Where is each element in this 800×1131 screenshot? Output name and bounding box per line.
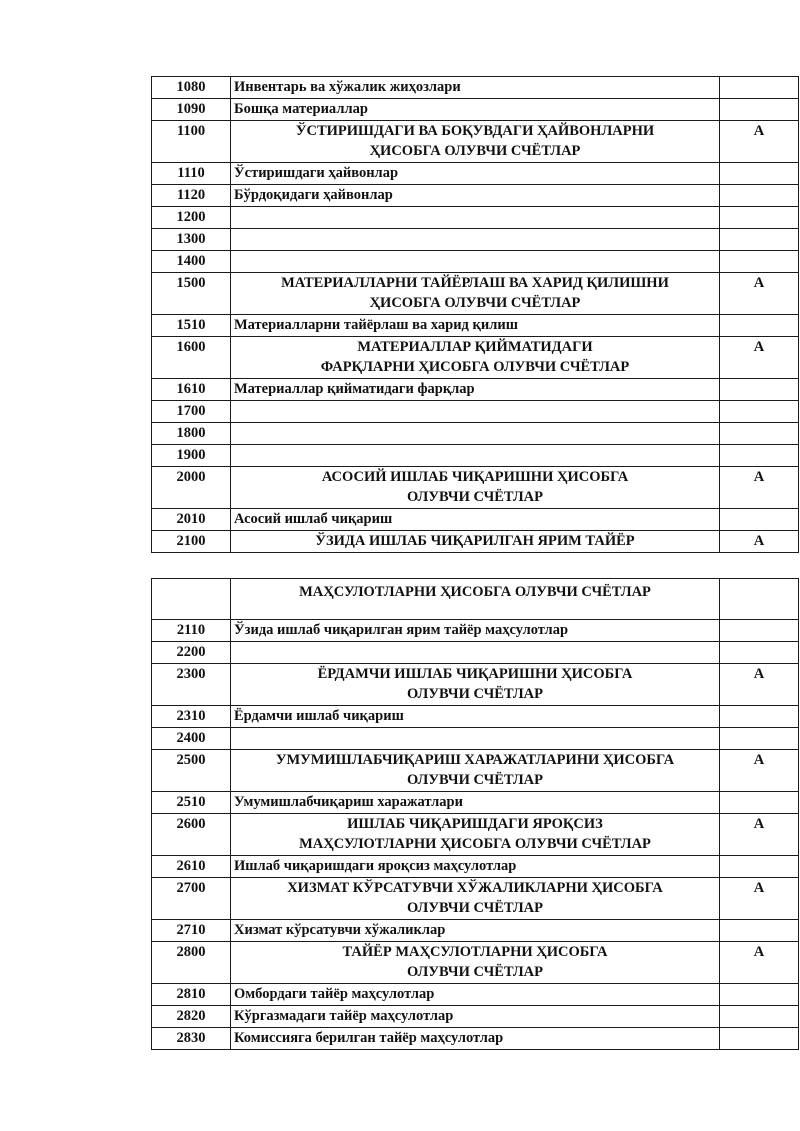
account-code: 2010 — [152, 509, 231, 531]
account-name — [231, 401, 720, 423]
account-name: Умумишлабчиқариш харажатлари — [231, 792, 720, 814]
section-header-row — [152, 942, 799, 984]
account-code: 1400 — [152, 251, 231, 273]
account-type — [720, 401, 799, 423]
account-code: 2110 — [152, 620, 231, 642]
account-code: 2600 — [152, 814, 231, 856]
section-title — [231, 750, 720, 792]
account-row — [152, 706, 799, 728]
section-title-line: ОЛУВЧИ СЧЁТЛАР — [406, 900, 543, 916]
account-type — [720, 579, 799, 620]
section-title — [231, 121, 720, 163]
section-title — [231, 942, 720, 984]
account-type — [720, 920, 799, 942]
account-code: 1610 — [152, 379, 231, 401]
account-type — [720, 1028, 799, 1050]
account-row — [152, 1028, 799, 1050]
account-code: 1510 — [152, 315, 231, 337]
account-type: А — [720, 750, 799, 792]
account-type — [720, 509, 799, 531]
account-name: Асосий ишлаб чиқариш — [231, 509, 720, 531]
account-row — [152, 185, 799, 207]
account-code: 1080 — [152, 77, 231, 99]
section-header-row — [152, 531, 799, 553]
section-title — [231, 273, 720, 315]
account-code: 2400 — [152, 728, 231, 750]
section-title — [231, 664, 720, 706]
account-code: 2300 — [152, 664, 231, 706]
account-row — [152, 207, 799, 229]
account-row — [152, 1006, 799, 1028]
account-code: 1900 — [152, 445, 231, 467]
account-row — [152, 984, 799, 1006]
account-name: Ишлаб чиқаришдаги яроқсиз маҳсулотлар — [231, 856, 720, 878]
account-row — [152, 642, 799, 664]
section-title-line: ХИЗМАТ КЎРСАТУВЧИ ХЎЖАЛИКЛАРНИ ҲИСОБГА — [287, 880, 663, 896]
section-title-line: МАҲСУЛОТЛАРНИ ҲИСОБГА ОЛУВЧИ СЧЁТЛАР — [299, 584, 651, 600]
account-type — [720, 99, 799, 121]
account-name: Инвентарь ва хўжалик жиҳозлари — [231, 77, 720, 99]
account-code: 1110 — [152, 163, 231, 185]
accounts-table-upper — [151, 76, 799, 553]
account-code: 1120 — [152, 185, 231, 207]
section-header-row — [152, 121, 799, 163]
account-type — [720, 445, 799, 467]
account-name: Омбордаги тайёр маҳсулотлар — [231, 984, 720, 1006]
account-name — [231, 229, 720, 251]
section-title-line: ҲИСОБГА ОЛУВЧИ СЧЁТЛАР — [369, 143, 581, 159]
section-title-line: ОЛУВЧИ СЧЁТЛАР — [406, 489, 543, 505]
section-title — [231, 579, 720, 620]
account-type — [720, 229, 799, 251]
section-title — [231, 814, 720, 856]
account-row — [152, 379, 799, 401]
account-code: 2700 — [152, 878, 231, 920]
account-row — [152, 315, 799, 337]
account-code: 2830 — [152, 1028, 231, 1050]
account-type — [720, 423, 799, 445]
account-row — [152, 423, 799, 445]
account-name — [231, 251, 720, 273]
section-title-line: ҲИСОБГА ОЛУВЧИ СЧЁТЛАР — [369, 295, 581, 311]
account-code: 1800 — [152, 423, 231, 445]
section-title-line: ЁРДАМЧИ ИШЛАБ ЧИҚАРИШНИ ҲИСОБГА — [317, 666, 633, 682]
account-name — [231, 728, 720, 750]
account-row — [152, 620, 799, 642]
account-code: 1500 — [152, 273, 231, 315]
account-row — [152, 509, 799, 531]
account-code: 1600 — [152, 337, 231, 379]
section-title-line: ОЛУВЧИ СЧЁТЛАР — [406, 772, 543, 788]
account-type — [720, 163, 799, 185]
account-code: 1100 — [152, 121, 231, 163]
accounts-table-upper-body — [152, 77, 799, 553]
account-code: 2810 — [152, 984, 231, 1006]
section-header-row — [152, 664, 799, 706]
section-title-line: ЎСТИРИШДАГИ ВА БОҚУВДАГИ ҲАЙВОНЛАРНИ — [295, 123, 655, 139]
section-title-line: ТАЙЁР МАҲСУЛОТЛАРНИ ҲИСОБГА — [342, 944, 608, 960]
account-name: Материаллар қийматидаги фарқлар — [231, 379, 720, 401]
section-title-line: ЎЗИДА ИШЛАБ ЧИҚАРИЛГАН ЯРИМ ТАЙЁР — [315, 533, 635, 549]
account-type: А — [720, 273, 799, 315]
accounts-table-lower-body — [152, 579, 799, 1050]
account-name: Комиссияга берилган тайёр маҳсулотлар — [231, 1028, 720, 1050]
section-title-line: ФАРҚЛАРНИ ҲИСОБГА ОЛУВЧИ СЧЁТЛАР — [320, 359, 630, 375]
account-type — [720, 207, 799, 229]
account-code: 2100 — [152, 531, 231, 553]
account-type — [720, 620, 799, 642]
account-row — [152, 163, 799, 185]
account-type — [720, 379, 799, 401]
account-code: 1200 — [152, 207, 231, 229]
account-name — [231, 207, 720, 229]
section-title-line: УМУМИШЛАБЧИҚАРИШ ХАРАЖАТЛАРИНИ ҲИСОБГА — [275, 752, 675, 768]
account-type — [720, 706, 799, 728]
account-type — [720, 642, 799, 664]
account-code: 2310 — [152, 706, 231, 728]
section-title — [231, 531, 720, 553]
account-code: 2500 — [152, 750, 231, 792]
account-row — [152, 229, 799, 251]
accounts-table-lower — [151, 578, 799, 1050]
section-title-line: ОЛУВЧИ СЧЁТЛАР — [406, 686, 543, 702]
account-row — [152, 251, 799, 273]
section-title — [231, 467, 720, 509]
account-name: Бўрдоқидаги ҳайвонлар — [231, 185, 720, 207]
account-code: 2610 — [152, 856, 231, 878]
account-type: А — [720, 942, 799, 984]
account-code: 1700 — [152, 401, 231, 423]
section-header-row — [152, 750, 799, 792]
account-type — [720, 792, 799, 814]
section-title-line: МАҲСУЛОТЛАРНИ ҲИСОБГА ОЛУВЧИ СЧЁТЛАР — [299, 836, 651, 852]
account-row — [152, 920, 799, 942]
account-type — [720, 185, 799, 207]
section-title-line: МАТЕРИАЛЛАР ҚИЙМАТИДАГИ — [357, 339, 593, 355]
account-name: Ёрдамчи ишлаб чиқариш — [231, 706, 720, 728]
account-type — [720, 251, 799, 273]
account-type — [720, 856, 799, 878]
account-type — [720, 315, 799, 337]
section-title-line: АСОСИЙ ИШЛАБ ЧИҚАРИШНИ ҲИСОБГА — [321, 469, 629, 485]
account-row — [152, 401, 799, 423]
section-header-row — [152, 579, 799, 620]
account-code: 2820 — [152, 1006, 231, 1028]
section-title — [231, 337, 720, 379]
account-code: 2800 — [152, 942, 231, 984]
account-type — [720, 728, 799, 750]
account-type: А — [720, 467, 799, 509]
account-type — [720, 77, 799, 99]
account-code: 1090 — [152, 99, 231, 121]
account-row — [152, 99, 799, 121]
account-code: 2000 — [152, 467, 231, 509]
account-code: 2510 — [152, 792, 231, 814]
account-code — [152, 579, 231, 620]
account-type: А — [720, 337, 799, 379]
account-name: Хизмат кўрсатувчи хўжаликлар — [231, 920, 720, 942]
account-name: Бошқа материаллар — [231, 99, 720, 121]
account-type: А — [720, 878, 799, 920]
account-row — [152, 728, 799, 750]
account-name: Ўзида ишлаб чиқарилган ярим тайёр маҳсулотлар — [231, 620, 720, 642]
account-row — [152, 77, 799, 99]
account-code: 2200 — [152, 642, 231, 664]
account-row — [152, 445, 799, 467]
account-type: А — [720, 664, 799, 706]
section-header-row — [152, 273, 799, 315]
account-name: Кўргазмадаги тайёр маҳсулотлар — [231, 1006, 720, 1028]
account-name — [231, 423, 720, 445]
account-code: 1300 — [152, 229, 231, 251]
section-title-line: ИШЛАБ ЧИҚАРИШДАГИ ЯРОҚСИЗ — [347, 816, 603, 832]
account-type — [720, 1006, 799, 1028]
account-code: 2710 — [152, 920, 231, 942]
account-type: А — [720, 121, 799, 163]
section-header-row — [152, 878, 799, 920]
account-type: А — [720, 531, 799, 553]
account-name: Ўстиришдаги ҳайвонлар — [231, 163, 720, 185]
section-title-line: МАТЕРИАЛЛАРНИ ТАЙЁРЛАШ ВА ХАРИД ҚИЛИШНИ — [281, 275, 669, 291]
section-title-line: ОЛУВЧИ СЧЁТЛАР — [406, 964, 543, 980]
section-header-row — [152, 337, 799, 379]
section-header-row — [152, 467, 799, 509]
section-header-row — [152, 814, 799, 856]
account-name: Материалларни тайёрлаш ва харид қилиш — [231, 315, 720, 337]
section-title — [231, 878, 720, 920]
account-row — [152, 792, 799, 814]
account-type — [720, 984, 799, 1006]
account-name — [231, 445, 720, 467]
account-row — [152, 856, 799, 878]
account-name — [231, 642, 720, 664]
account-type: А — [720, 814, 799, 856]
